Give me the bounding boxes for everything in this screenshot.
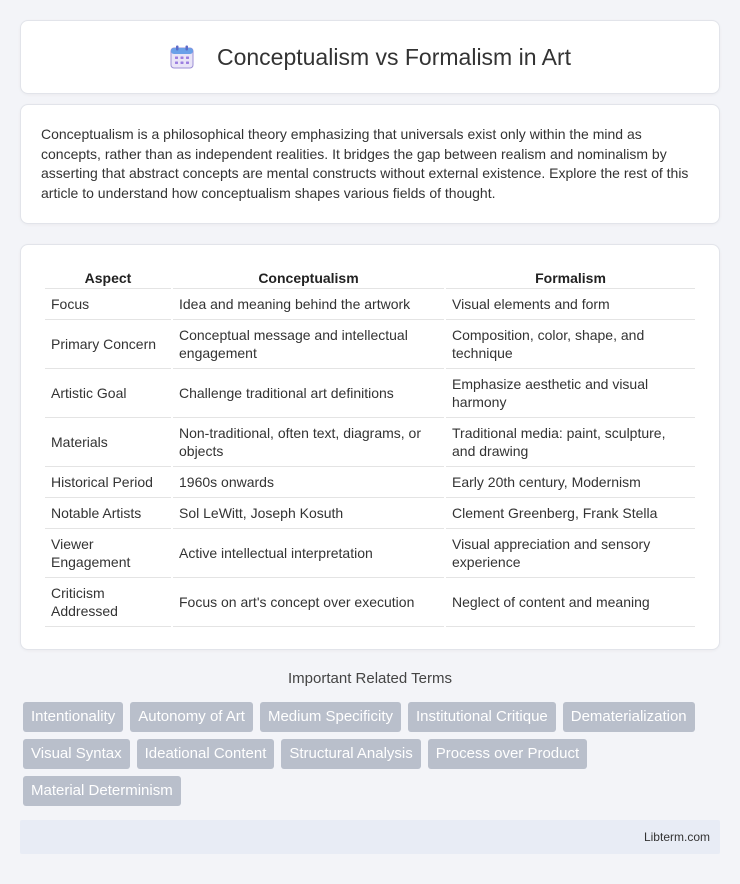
comparison-card <box>20 244 720 650</box>
table-cell-formalism: Traditional media: paint, sculpture, and drawing <box>446 418 695 467</box>
header-card <box>20 20 720 94</box>
tag-visual-syntax[interactable]: Visual Syntax <box>23 739 130 769</box>
table-cell-conceptualism: Focus on art's concept over execution <box>173 578 444 627</box>
table-cell-formalism: Visual appreciation and sensory experience <box>446 529 695 578</box>
table-cell-aspect: Focus <box>45 289 171 320</box>
table-cell-aspect: Criticism Addressed <box>45 578 171 627</box>
table-cell-conceptualism: Challenge traditional art definitions <box>173 369 444 418</box>
table-row <box>45 498 695 529</box>
tag-ideational-content[interactable]: Ideational Content <box>137 739 275 769</box>
tag-intentionality[interactable]: Intentionality <box>23 702 123 732</box>
table-cell-conceptualism: Idea and meaning behind the artwork <box>173 289 444 320</box>
calendar-icon <box>169 44 195 70</box>
column-header-formalism: Formalism <box>446 265 695 289</box>
table-cell-formalism: Emphasize aesthetic and visual harmony <box>446 369 695 418</box>
table-cell-conceptualism: Conceptual message and intellectual engagement <box>173 320 444 369</box>
table-cell-aspect: Artistic Goal <box>45 369 171 418</box>
table-row <box>45 578 695 627</box>
table-cell-formalism: Neglect of content and meaning <box>446 578 695 627</box>
tag-institutional-critique[interactable]: Institutional Critique <box>408 702 556 732</box>
table-row <box>45 467 695 498</box>
column-header-conceptualism: Conceptualism <box>173 265 444 289</box>
table-row <box>45 320 695 369</box>
table-cell-conceptualism: Sol LeWitt, Joseph Kosuth <box>173 498 444 529</box>
table-cell-formalism: Composition, color, shape, and technique <box>446 320 695 369</box>
tag-autonomy-of-art[interactable]: Autonomy of Art <box>130 702 253 732</box>
table-cell-aspect: Historical Period <box>45 467 171 498</box>
tag-dematerialization[interactable]: Dematerialization <box>563 702 695 732</box>
table-row <box>45 418 695 467</box>
footer-site-link[interactable]: Libterm.com <box>643 830 710 844</box>
table-cell-aspect: Notable Artists <box>45 498 171 529</box>
tag-structural-analysis[interactable]: Structural Analysis <box>281 739 420 769</box>
table-cell-formalism: Clement Greenberg, Frank Stella <box>446 498 695 529</box>
related-terms-list <box>23 702 723 813</box>
footer <box>20 820 720 854</box>
table-header-row <box>45 265 695 289</box>
table-cell-conceptualism: 1960s onwards <box>173 467 444 498</box>
table-cell-conceptualism: Non-traditional, often text, diagrams, or objects <box>173 418 444 467</box>
column-header-aspect: Aspect <box>45 265 171 289</box>
intro-text: Conceptualism is a philosophical theory emphasizing that universals exist only within the mind as concepts, rather than as independent realities. It bridges the gap between realism and nominalism by asserting that abstract concepts are mental constructs without external existence. Explore the rest of this article to understand how conceptualism shapes various fields of thought. <box>41 126 689 201</box>
table-cell-aspect: Viewer Engagement <box>45 529 171 578</box>
page-title: Conceptualism vs Formalism in Art <box>216 43 572 70</box>
intro-card <box>20 104 720 224</box>
comparison-table <box>43 265 697 627</box>
table-cell-conceptualism: Active intellectual interpretation <box>173 529 444 578</box>
table-row <box>45 369 695 418</box>
tag-medium-specificity[interactable]: Medium Specificity <box>260 702 401 732</box>
table-row <box>45 529 695 578</box>
tag-process-over-product[interactable]: Process over Product <box>428 739 587 769</box>
table-cell-formalism: Early 20th century, Modernism <box>446 467 695 498</box>
related-terms-heading: Important Related Terms <box>288 670 452 687</box>
table-cell-aspect: Materials <box>45 418 171 467</box>
tag-material-determinism[interactable]: Material Determinism <box>23 776 181 806</box>
table-cell-aspect: Primary Concern <box>45 320 171 369</box>
table-cell-formalism: Visual elements and form <box>446 289 695 320</box>
table-row <box>45 289 695 320</box>
